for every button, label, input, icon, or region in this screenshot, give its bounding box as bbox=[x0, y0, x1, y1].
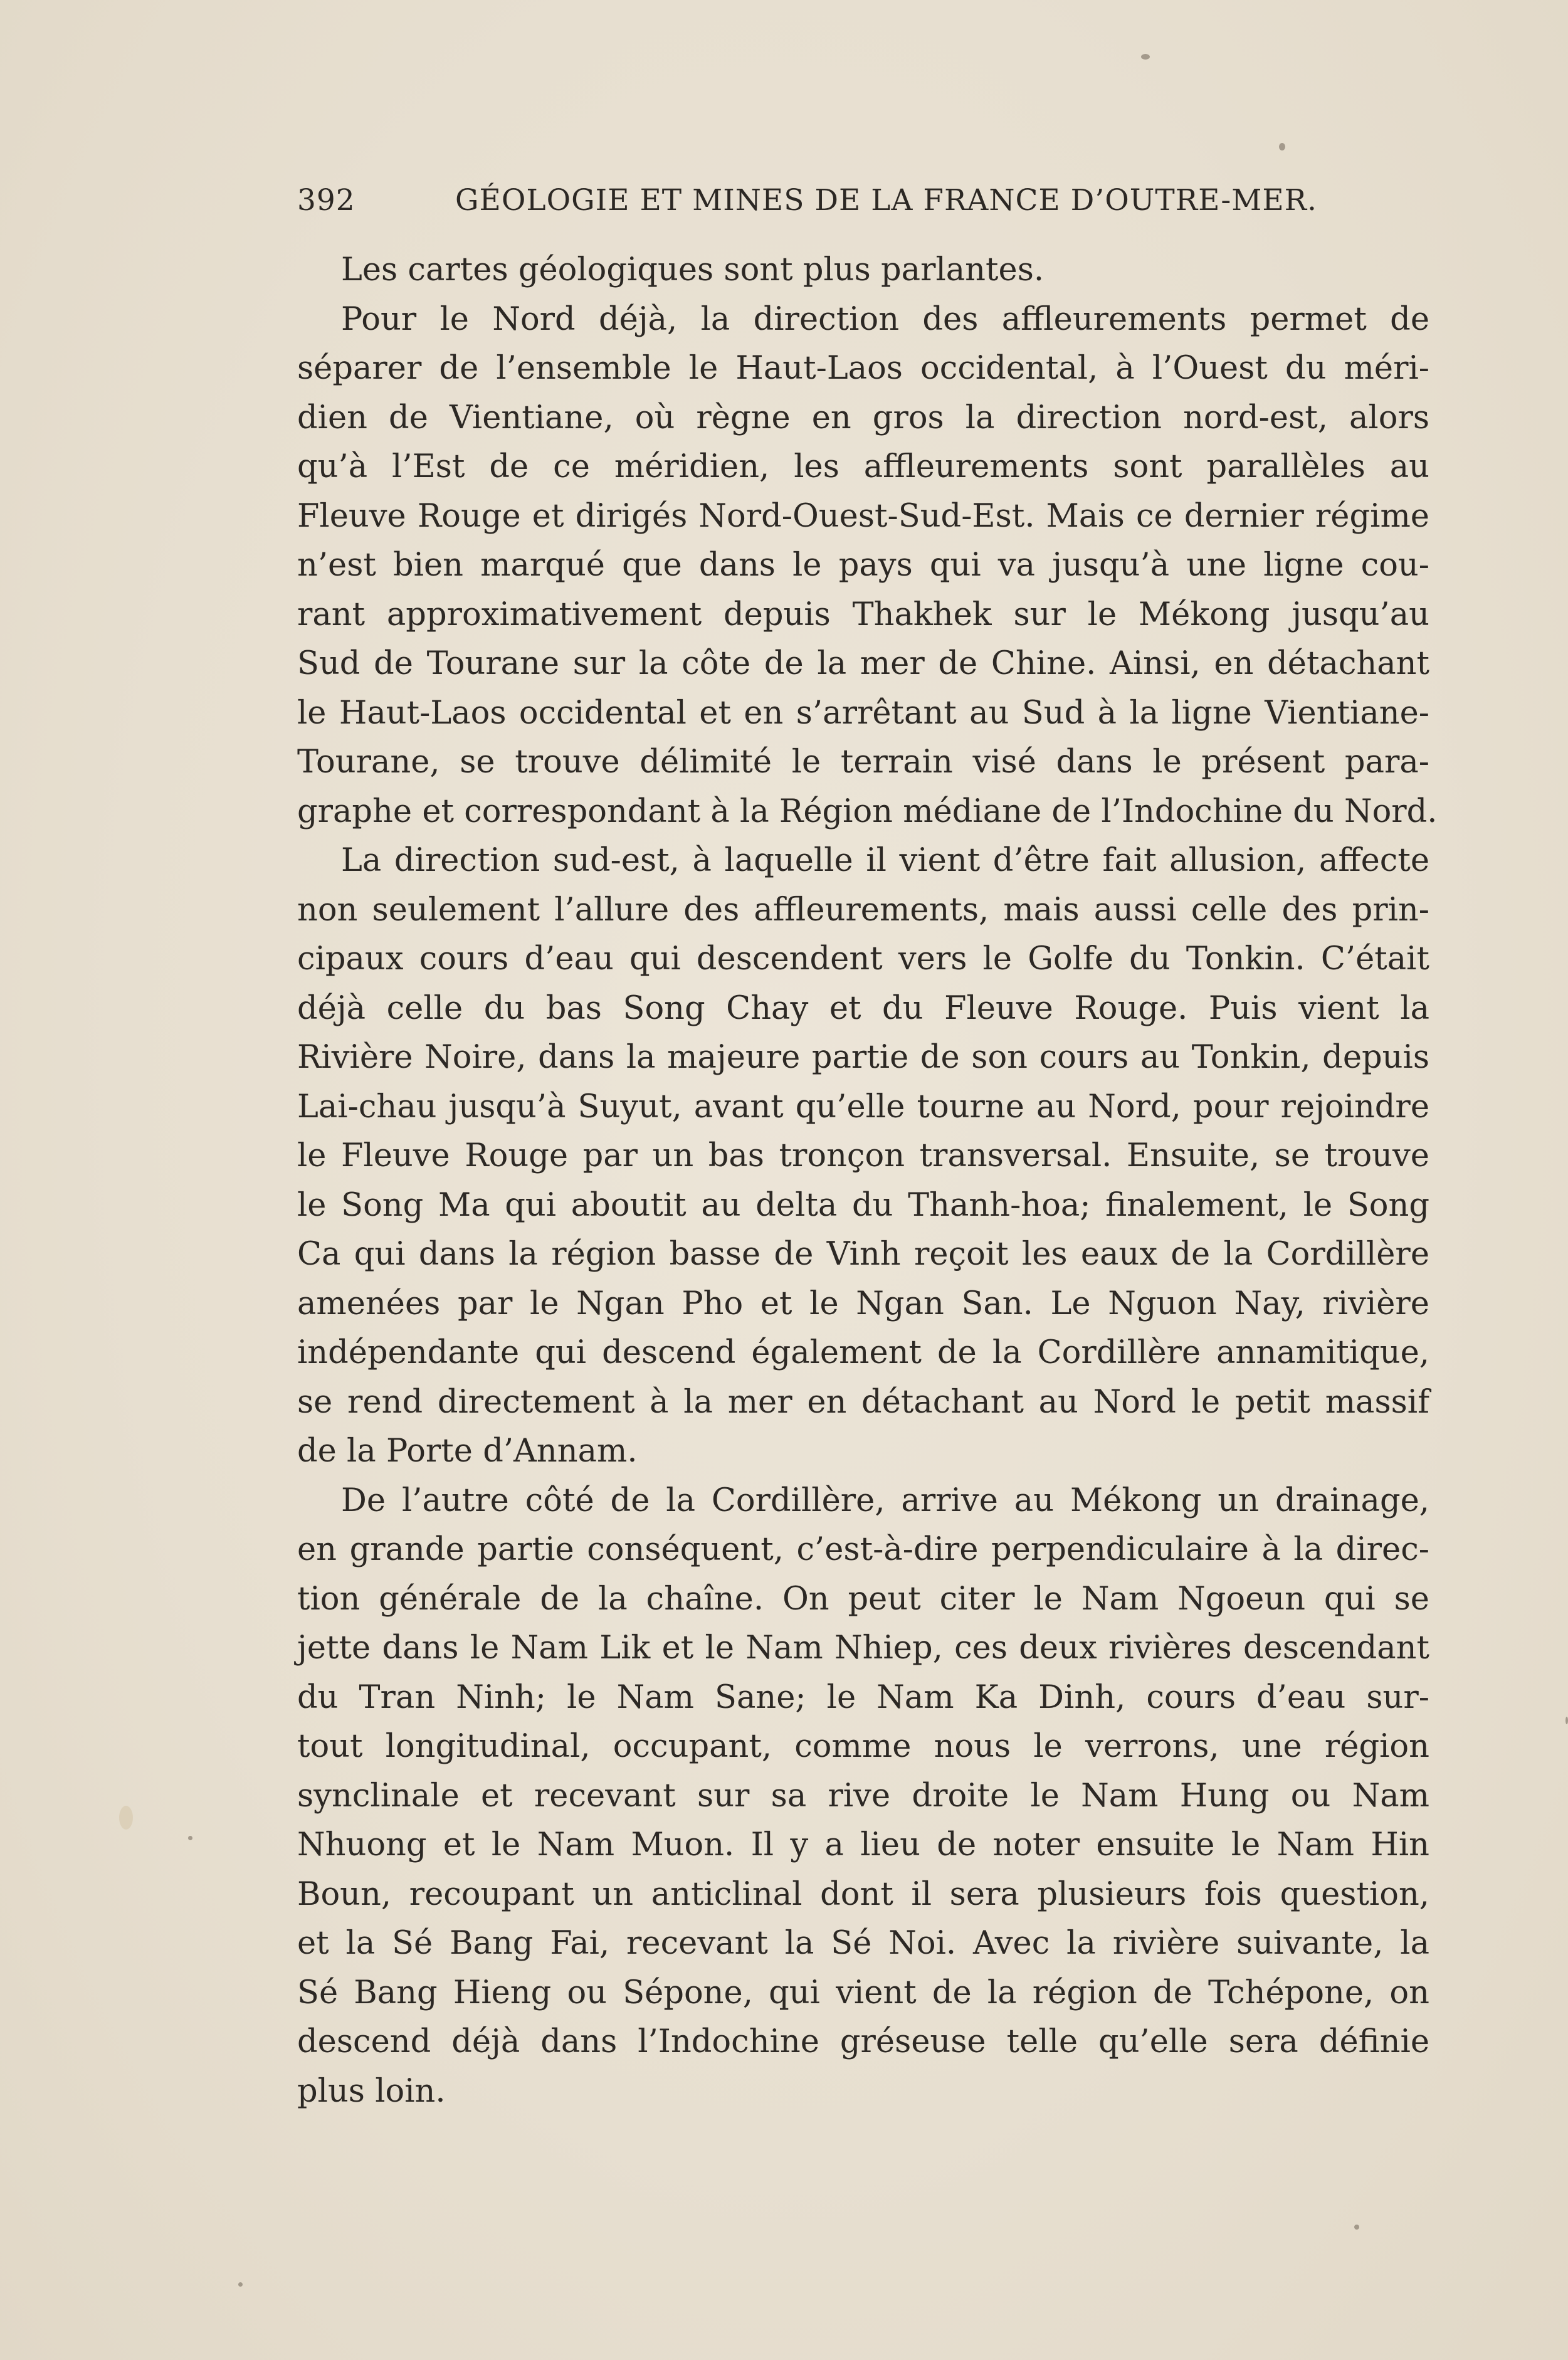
paper-speck bbox=[238, 2282, 243, 2287]
paragraph bbox=[297, 246, 1429, 295]
text-line: Nhuong et le Nam Muon. Il y a lieu de noter ensuite le Nam Hin bbox=[297, 1826, 1429, 1863]
text-line: De l’autre côté de la Cordillère, arrive au Mékong un drainage, bbox=[341, 1482, 1429, 1519]
paper-speck bbox=[1565, 1717, 1568, 1724]
text-line: tion générale de la chaîne. On peut citer le Nam Ngoeun qui se bbox=[297, 1580, 1429, 1618]
text-line: du Tran Ninh; le Nam Sane; le Nam Ka Dinh, cours d’eau sur- bbox=[297, 1678, 1429, 1716]
text-line: plus loin. bbox=[297, 2072, 446, 2110]
paper-speck bbox=[188, 1836, 192, 1840]
text-line: Sud de Tourane sur la côte de la mer de Chine. Ainsi, en détachant bbox=[297, 645, 1429, 682]
text-line: non seulement l’allure des affleurements, mais aussi celle des prin- bbox=[297, 891, 1429, 929]
running-header bbox=[297, 183, 1317, 227]
text-line: qu’à l’Est de ce méridien, les affleurements sont parallèles au bbox=[297, 448, 1429, 485]
paragraph bbox=[297, 836, 1429, 1477]
text-line: le Haut-Laos occidental et en s’arrêtant au Sud à la ligne Vientiane- bbox=[297, 694, 1429, 732]
text-line: déjà celle du bas Song Chay et du Fleuve Rouge. Puis vient la bbox=[297, 989, 1429, 1027]
text-line: La direction sud-est, à laquelle il vient d’être fait allusion, affecte bbox=[341, 842, 1429, 879]
paper-stain bbox=[119, 1806, 133, 1830]
text-line: rant approximativement depuis Thakhek sur le Mékong jusqu’au bbox=[297, 596, 1429, 633]
paper-speck bbox=[1279, 143, 1285, 150]
text-line: Fleuve Rouge et dirigés Nord-Ouest-Sud-Est. Mais ce dernier régime bbox=[297, 497, 1429, 535]
text-line: en grande partie conséquent, c’est-à-dire perpendiculaire à la direc- bbox=[297, 1531, 1429, 1568]
text-line: Les cartes géologiques sont plus parlantes. bbox=[341, 251, 1044, 288]
text-line: le Fleuve Rouge par un bas tronçon transversal. Ensuite, se trouve bbox=[297, 1137, 1429, 1174]
text-line: synclinale et recevant sur sa rive droite le Nam Hung ou Nam bbox=[297, 1777, 1429, 1815]
text-line: Ca qui dans la région basse de Vinh reçoit les eaux de la Cordillère bbox=[297, 1236, 1429, 1273]
text-line: séparer de l’ensemble le Haut-Laos occidental, à l’Ouest du méri- bbox=[297, 350, 1429, 387]
text-line: Tourane, se trouve délimité le terrain visé dans le présent para- bbox=[297, 744, 1429, 781]
page-number: 392 bbox=[297, 183, 355, 218]
paper-speck bbox=[1354, 2225, 1359, 2230]
text-line: se rend directement à la mer en détachant au Nord le petit massif bbox=[297, 1383, 1429, 1421]
text-line: Rivière Noire, dans la majeure partie de son cours au Tonkin, depuis bbox=[297, 1039, 1429, 1076]
text-line: Pour le Nord déjà, la direction des affleurements permet de bbox=[341, 300, 1429, 338]
paper-speck bbox=[1141, 54, 1150, 60]
text-line: Boun, recoupant un anticlinal dont il sera plusieurs fois question, bbox=[297, 1875, 1429, 1913]
body-text bbox=[297, 246, 1438, 2116]
text-line: cipaux cours d’eau qui descendent vers le Golfe du Tonkin. C’était bbox=[297, 940, 1429, 977]
running-title: GÉOLOGIE ET MINES DE LA FRANCE D’OUTRE-MER. bbox=[455, 183, 1317, 218]
text-line: Sé Bang Hieng ou Sépone, qui vient de la région de Tchépone, on bbox=[297, 1974, 1429, 2011]
text-line: amenées par le Ngan Pho et le Ngan San. Le Nguon Nay, rivière bbox=[297, 1285, 1429, 1322]
text-line: graphe et correspondant à la Région médiane de l’Indochine du Nord. bbox=[297, 793, 1438, 830]
text-line: dien de Vientiane, où règne en gros la direction nord-est, alors bbox=[297, 399, 1429, 436]
text-line: de la Porte d’Annam. bbox=[297, 1433, 638, 1470]
text-line: descend déjà dans l’Indochine gréseuse telle qu’elle sera définie bbox=[297, 2023, 1429, 2060]
text-line: le Song Ma qui aboutit au delta du Thanh-hoa; finalement, le Song bbox=[297, 1186, 1429, 1224]
text-line: jette dans le Nam Lik et le Nam Nhiep, ces deux rivières descendant bbox=[297, 1630, 1429, 1667]
paragraph bbox=[297, 1477, 1429, 2117]
text-line: indépendante qui descend également de la Cordillère annamitique, bbox=[297, 1334, 1429, 1371]
text-line: Lai-chau jusqu’à Suyut, avant qu’elle tourne au Nord, pour rejoindre bbox=[297, 1088, 1429, 1125]
paragraph bbox=[297, 295, 1438, 837]
text-line: tout longitudinal, occupant, comme nous le verrons, une région bbox=[297, 1728, 1429, 1765]
text-line: et la Sé Bang Fai, recevant la Sé Noi. Avec la rivière suivante, la bbox=[297, 1925, 1429, 1962]
text-line: n’est bien marqué que dans le pays qui va jusqu’à une ligne cou- bbox=[297, 547, 1429, 584]
